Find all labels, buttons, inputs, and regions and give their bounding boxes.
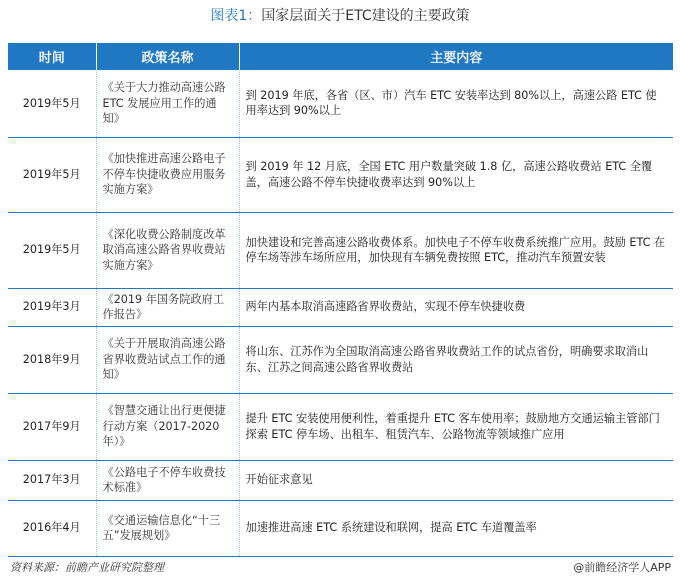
cell-policy: 《关于开展取消高速公路省界收费站试点工作的通知》 xyxy=(96,326,239,393)
title-text: 国家层面关于ETC建设的主要政策 xyxy=(261,8,470,24)
chart-title xyxy=(0,4,680,28)
title-prefix: 图表1： xyxy=(210,8,262,24)
table-row xyxy=(8,70,673,137)
cell-content: 加速推进高速 ETC 系统建设和联网，提高 ETC 车道覆盖率 xyxy=(239,500,673,556)
footer xyxy=(8,556,673,574)
table-header-row xyxy=(8,43,673,70)
cell-time: 2017年9月 xyxy=(8,393,96,460)
cell-policy: 《公路电子不停车收费技术标准》 xyxy=(96,460,239,500)
table-row xyxy=(8,460,673,500)
cell-time: 2017年3月 xyxy=(8,460,96,500)
cell-time: 2019年5月 xyxy=(8,137,96,212)
cell-policy: 《深化收费公路制度改革取消高速公路省界收费站实施方案》 xyxy=(96,212,239,288)
table-row xyxy=(8,137,673,212)
cell-content: 到 2019 年 12 月底，全国 ETC 用户数量突破 1.8 亿，高速公路收费站 ETC 全覆盖，高速公路不停车快捷收费率达到 90%以上 xyxy=(239,137,673,212)
cell-time: 2019年5月 xyxy=(8,212,96,288)
cell-content: 到 2019 年底，各省（区、市）汽车 ETC 安装率达到 80%以上，高速公路 ETC 使用率达到 90%以上 xyxy=(239,70,673,137)
cell-content: 提升 ETC 安装使用便利性，着重提升 ETC 客车使用率；鼓励地方交通运输主管部门探索 ETC 停车场、出租车、租赁汽车、公路物流等领域推广应用 xyxy=(239,393,673,460)
cell-time: 2019年5月 xyxy=(8,70,96,137)
cell-time: 2016年4月 xyxy=(8,500,96,556)
cell-content: 两年内基本取消高速路省界收费站，实现不停车快捷收费 xyxy=(239,288,673,326)
header-policy: 政策名称 xyxy=(96,43,239,70)
cell-policy: 《2019 年国务院政府工作报告》 xyxy=(96,288,239,326)
cell-policy: 《交通运输信息化“十三五”发展规划》 xyxy=(96,500,239,556)
cell-time: 2018年9月 xyxy=(8,326,96,393)
cell-policy: 《智慧交通让出行更便捷行动方案（2017-2020 年）》 xyxy=(96,393,239,460)
brand-text: @前瞻经济学人APP xyxy=(573,561,671,574)
table-row xyxy=(8,326,673,393)
table-row xyxy=(8,212,673,288)
cell-policy: 《加快推进高速公路电子不停车快捷收费应用服务实施方案》 xyxy=(96,137,239,212)
policy-table xyxy=(8,43,673,557)
source-note: 资料来源：前瞻产业研究院整理 xyxy=(10,561,164,574)
brand-credit xyxy=(573,557,671,579)
header-time: 时间 xyxy=(8,43,96,70)
cell-content: 将山东、江苏作为全国取消高速公路省界收费站工作的试点省份，明确要求取消山东、江苏之间高速公路省界收费站 xyxy=(239,326,673,393)
table-row xyxy=(8,500,673,556)
table-row xyxy=(8,393,673,460)
cell-policy: 《关于大力推动高速公路 ETC 发展应用工作的通知》 xyxy=(96,70,239,137)
header-content: 主要内容 xyxy=(239,43,673,70)
table-row xyxy=(8,288,673,326)
cell-time: 2019年3月 xyxy=(8,288,96,326)
cell-content: 加快建设和完善高速公路收费体系。加快电子不停车收费系统推广应用。鼓励 ETC 在停车场等涉车场所应用，加快现有车辆免费按照 ETC，推动汽车预置安装 xyxy=(239,212,673,288)
cell-content: 开始征求意见 xyxy=(239,460,673,500)
